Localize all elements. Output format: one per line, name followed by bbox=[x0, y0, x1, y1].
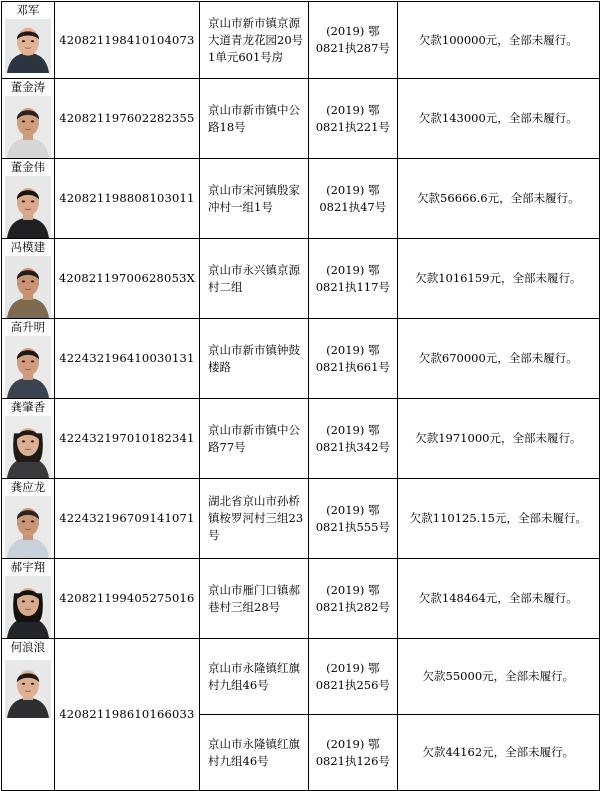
debt-status: 欠款143000元，全部未履行。 bbox=[397, 79, 599, 159]
case-number: (2019) 鄂0821执256号 bbox=[308, 639, 397, 715]
table-row bbox=[2, 159, 600, 239]
address: 京山市宋河镇殷家冲村一组1号 bbox=[200, 159, 309, 239]
address: 京山市新市镇钟鼓楼路 bbox=[200, 319, 309, 399]
portrait-photo bbox=[2, 336, 54, 398]
photo-cell bbox=[2, 319, 55, 399]
photo-cell bbox=[2, 239, 55, 319]
address: 京山市新市镇京源大道青龙花园20号1单元601号房 bbox=[200, 2, 309, 79]
address: 京山市新市镇中公路18号 bbox=[200, 79, 309, 159]
id-number: 420821198610166033 bbox=[54, 639, 199, 791]
photo-cell bbox=[2, 79, 55, 159]
address: 京山市雁门口镇郝巷村三组28号 bbox=[200, 559, 309, 639]
id-number: 420821198410104073 bbox=[54, 2, 199, 79]
debt-status: 欠款55000元，全部未履行。 bbox=[397, 639, 599, 715]
id-number: 422432196410030131 bbox=[54, 319, 199, 399]
debtor-table bbox=[1, 1, 600, 791]
debtor-name: 龚肇香 bbox=[10, 400, 46, 414]
address: 京山市永兴镇京源村二组 bbox=[200, 239, 309, 319]
photo-cell bbox=[2, 479, 55, 559]
id-number: 420821198808103011 bbox=[54, 159, 199, 239]
debt-status: 欠款56666.6元，全部未履行。 bbox=[397, 159, 599, 239]
id-number: 42082119700628053X bbox=[54, 239, 199, 319]
case-number: (2019) 鄂0821执661号 bbox=[308, 319, 397, 399]
photo-cell bbox=[2, 559, 55, 639]
photo-cell bbox=[2, 159, 55, 239]
debt-status: 欠款1016159元，全部未履行。 bbox=[397, 239, 599, 319]
case-number: (2019) 鄂0821执126号 bbox=[308, 715, 397, 791]
debt-status: 欠款670000元，全部未履行。 bbox=[397, 319, 599, 399]
portrait-photo bbox=[2, 96, 54, 158]
case-number: (2019) 鄂0821执282号 bbox=[308, 559, 397, 639]
table-row bbox=[2, 399, 600, 479]
debtor-name: 龚应龙 bbox=[10, 480, 46, 494]
debt-status: 欠款148464元，全部未履行。 bbox=[397, 559, 599, 639]
table-row bbox=[2, 2, 600, 79]
debtor-name: 郝宇翔 bbox=[10, 560, 46, 574]
table-row bbox=[2, 319, 600, 399]
case-number: (2019) 鄂0821执221号 bbox=[308, 79, 397, 159]
case-number: (2019) 鄂0821执555号 bbox=[308, 479, 397, 559]
debtor-name: 高升明 bbox=[10, 320, 46, 334]
id-number: 422432196709141071 bbox=[54, 479, 199, 559]
id-number: 420821199405275016 bbox=[54, 559, 199, 639]
id-number: 420821197602282355 bbox=[54, 79, 199, 159]
table-row bbox=[2, 639, 600, 715]
debt-status: 欠款100000元，全部未履行。 bbox=[397, 2, 599, 79]
table-row bbox=[2, 79, 600, 159]
address: 湖北省京山市孙桥镇桉罗河村三组23号 bbox=[200, 479, 309, 559]
address: 京山市新市镇中公路77号 bbox=[200, 399, 309, 479]
address: 京山市永隆镇红旗村九组46号 bbox=[200, 715, 309, 791]
table-row bbox=[2, 479, 600, 559]
portrait-photo bbox=[2, 256, 54, 318]
debtor-name: 邓军 bbox=[16, 3, 40, 17]
debt-status: 欠款1971000元，全部未履行。 bbox=[397, 399, 599, 479]
case-number: (2019) 鄂0821执342号 bbox=[308, 399, 397, 479]
debt-status: 欠款110125.15元，全部未履行。 bbox=[397, 479, 599, 559]
case-number: (2019) 鄂0821执47号 bbox=[308, 159, 397, 239]
table-row bbox=[2, 239, 600, 319]
address: 京山市永隆镇红旗村九组46号 bbox=[200, 639, 309, 715]
debtor-name: 何浪浪 bbox=[10, 640, 46, 654]
debtor-name: 冯模建 bbox=[10, 240, 46, 254]
photo-cell bbox=[2, 2, 55, 79]
portrait-photo bbox=[2, 19, 54, 73]
case-number: (2019) 鄂0821执117号 bbox=[308, 239, 397, 319]
portrait-photo bbox=[2, 660, 54, 718]
portrait-photo bbox=[2, 496, 54, 558]
photo-cell bbox=[2, 639, 55, 791]
portrait-photo bbox=[2, 576, 54, 638]
portrait-photo bbox=[2, 176, 54, 238]
debtor-name: 董金伟 bbox=[10, 160, 46, 174]
portrait-photo bbox=[2, 416, 54, 478]
debt-status: 欠款44162元，全部未履行。 bbox=[397, 715, 599, 791]
case-number: (2019) 鄂0821执287号 bbox=[308, 2, 397, 79]
photo-cell bbox=[2, 399, 55, 479]
table-row bbox=[2, 559, 600, 639]
id-number: 422432197010182341 bbox=[54, 399, 199, 479]
debtor-name: 董金涛 bbox=[10, 80, 46, 94]
